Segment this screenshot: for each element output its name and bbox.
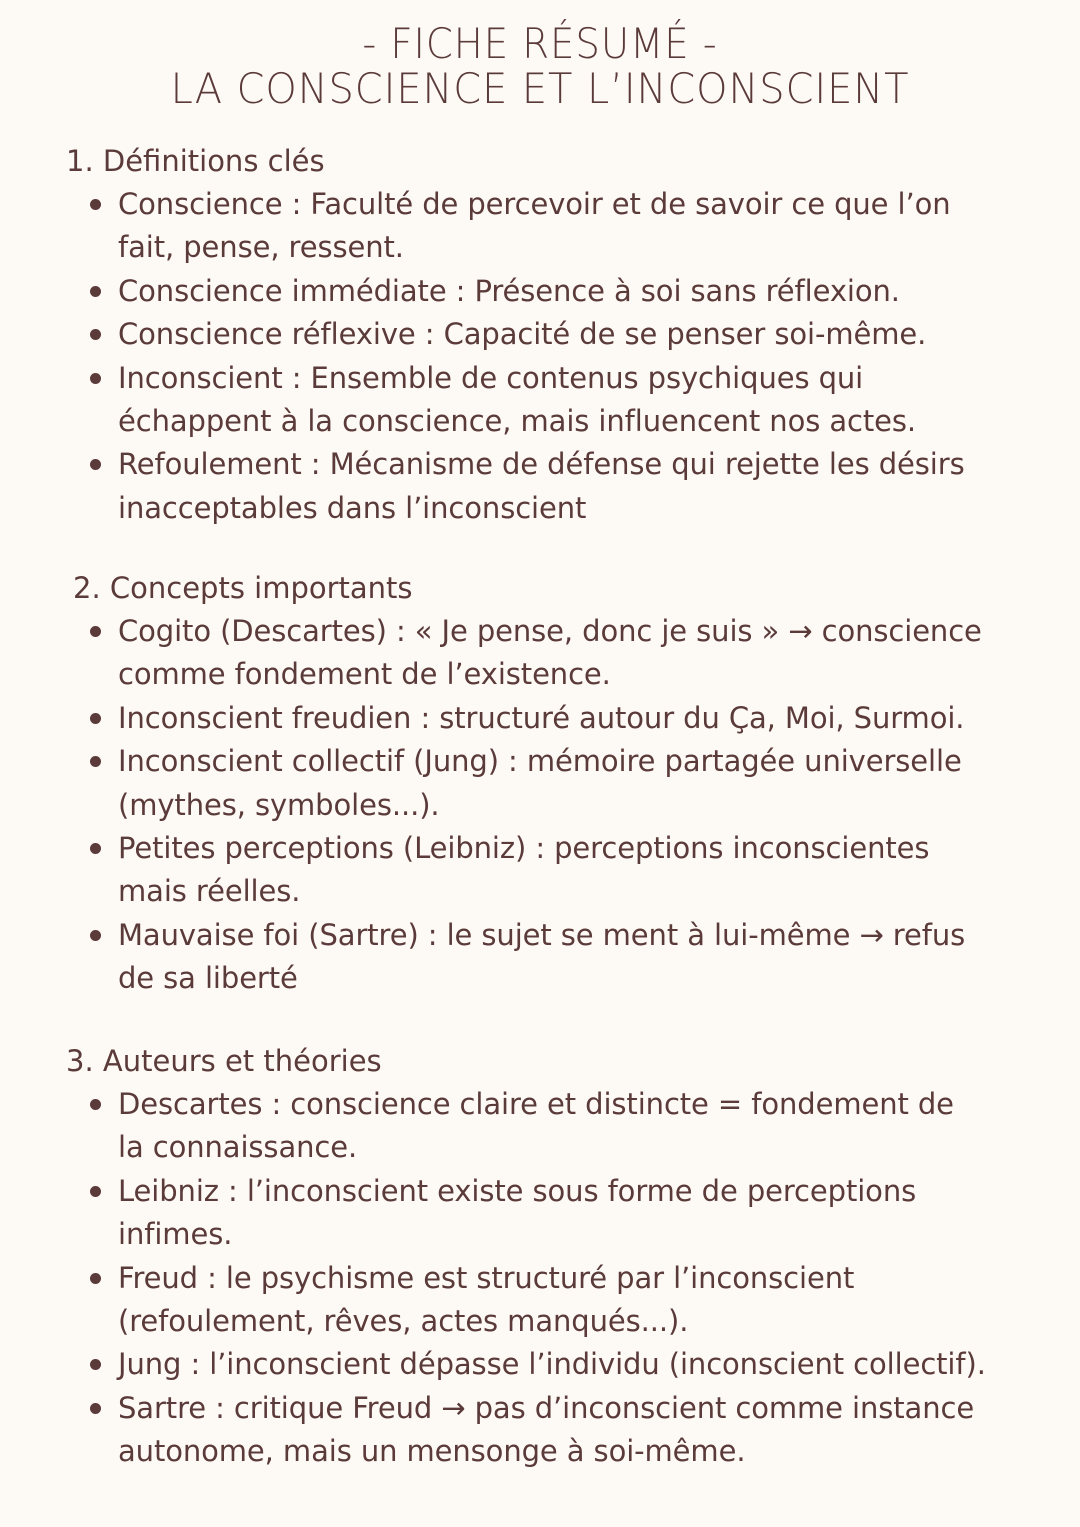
list-item-text: Petites perceptions (Leibniz) : perceptions inconscientes mais réelles. (118, 831, 930, 909)
list-item (0, 270, 988, 313)
section-heading: 2. Concepts importants (73, 571, 413, 605)
list-item (0, 1083, 988, 1170)
bullet-icon (90, 1403, 101, 1414)
bullet-icon (90, 1359, 101, 1370)
bullet-icon (90, 1099, 101, 1110)
list-item (0, 1343, 988, 1386)
list-item-text: Leibniz : l’inconscient existe sous forme de perceptions infimes. (118, 1173, 917, 1252)
title-line-2: LA CONSCIENCE ET L’INCONSCIENT (170, 64, 910, 113)
list-item (0, 827, 988, 914)
bullet-icon (90, 373, 101, 384)
section-heading: 1. Définitions clés (66, 144, 325, 178)
authors-list (0, 1083, 988, 1474)
bullet-icon (90, 459, 101, 470)
bullet-icon (90, 843, 101, 854)
list-item-text: Inconscient : Ensemble de contenus psychiques qui échappent à la conscience, mais influencent nos actes. (118, 360, 916, 439)
bullet-icon (90, 756, 101, 767)
bullet-icon (90, 713, 101, 724)
concepts-list (0, 610, 988, 1001)
list-item-text: Jung : l’inconscient dépasse l’individu (inconscient collectif). (118, 1347, 986, 1382)
list-item-text: Refoulement : Mécanisme de défense qui rejette les désirs inacceptables dans l’inconscient (118, 447, 965, 525)
list-item-text: Conscience réflexive : Capacité de se penser soi-même. (118, 317, 927, 352)
list-item-text: Mauvaise foi (Sartre) : le sujet se ment à lui-même → refus de sa liberté (118, 917, 966, 996)
list-item (0, 1387, 988, 1474)
list-item (0, 313, 988, 356)
document-title (0, 19, 1080, 113)
bullet-icon (90, 199, 101, 210)
list-item-text: Conscience immédiate : Présence à soi sans réflexion. (118, 273, 900, 308)
list-item-text: Freud : le psychisme est structuré par l’inconscient (refoulement, rêves, actes manqués...). (118, 1260, 855, 1339)
bullet-icon (90, 626, 101, 637)
list-item (0, 740, 988, 827)
list-item (0, 443, 988, 530)
bullet-icon (90, 930, 101, 941)
bullet-icon (90, 286, 101, 297)
list-item (0, 697, 988, 740)
title-line-1: - FICHE RÉSUMÉ - (362, 19, 718, 68)
list-item-text: Inconscient collectif (Jung) : mémoire partagée universelle (mythes, symboles...). (118, 744, 962, 822)
bullet-icon (90, 329, 101, 340)
list-item-text: Cogito (Descartes) : « Je pense, donc je suis » → conscience comme fondement de l’existence. (118, 614, 982, 692)
list-item (0, 1257, 988, 1344)
list-item (0, 610, 988, 697)
list-item (0, 183, 988, 270)
bullet-icon (90, 1186, 101, 1197)
bullet-icon (90, 1273, 101, 1284)
list-item (0, 357, 988, 444)
list-item-text: Inconscient freudien : structuré autour du Ça, Moi, Surmoi. (118, 700, 965, 735)
definitions-list (0, 183, 988, 530)
section-heading: 3. Auteurs et théories (66, 1044, 382, 1078)
list-item-text: Descartes : conscience claire et distincte = fondement de la connaissance. (118, 1087, 954, 1165)
list-item (0, 1170, 988, 1257)
list-item (0, 914, 988, 1001)
list-item-text: Sartre : critique Freud → pas d’inconscient comme instance autonome, mais un mensonge à soi-même. (118, 1390, 975, 1469)
list-item-text: Conscience : Faculté de percevoir et de savoir ce que l’on fait, pense, ressent. (118, 187, 951, 265)
